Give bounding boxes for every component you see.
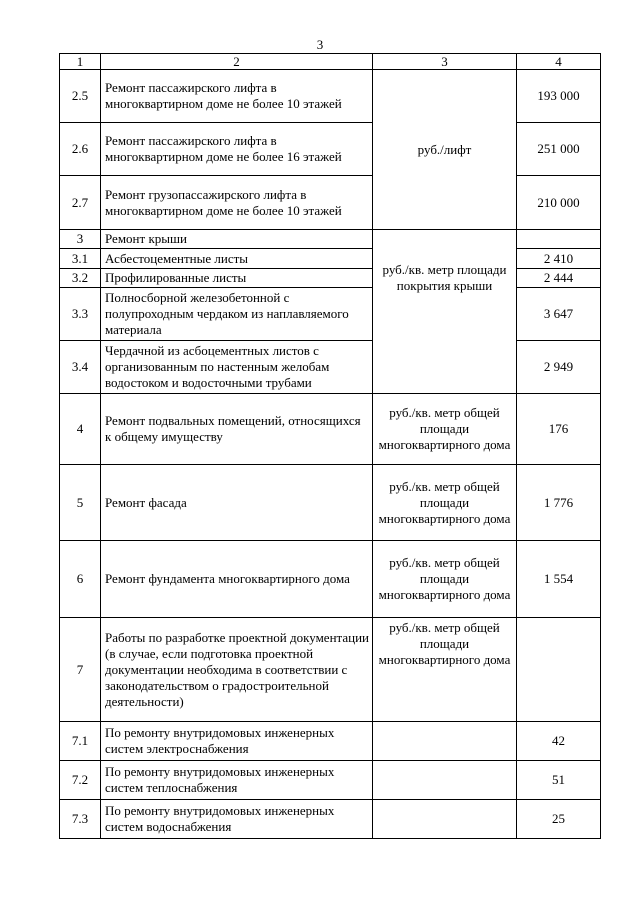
table-row (60, 541, 601, 618)
unit-lift: руб./лифт (373, 70, 517, 230)
row-number: 2.6 (60, 123, 101, 176)
row-number: 2.5 (60, 70, 101, 123)
work-name: Ремонт фасада (101, 465, 373, 541)
work-name: Ремонт пассажирского лифта в многоквартирном доме не более 16 этажей (101, 123, 373, 176)
row-number: 2.7 (60, 176, 101, 230)
work-name: Чердачной из асбоцементных листов с организованным по настенным желобам водостоком и водосточными трубами (101, 341, 373, 394)
row-number: 5 (60, 465, 101, 541)
tariff-table (59, 53, 601, 839)
page-number: 3 (316, 37, 324, 52)
unit-house-area: руб./кв. метр общей площади многоквартирного дома (373, 394, 517, 465)
unit-house-area: руб./кв. метр общей площади многоквартирного дома (373, 618, 517, 722)
unit-house-area: руб./кв. метр общей площади многоквартирного дома (373, 465, 517, 541)
cost-value (517, 230, 601, 249)
row-number: 6 (60, 541, 101, 618)
cost-value: 1 776 (517, 465, 601, 541)
column-number: 1 (60, 54, 101, 70)
cost-value: 210 000 (517, 176, 601, 230)
column-number: 2 (101, 54, 373, 70)
table-row (60, 70, 601, 123)
work-name: По ремонту внутридомовых инженерных систем водоснабжения (101, 800, 373, 839)
table-row (60, 761, 601, 800)
row-number: 7.3 (60, 800, 101, 839)
row-number: 7 (60, 618, 101, 722)
work-name: Ремонт фундамента многоквартирного дома (101, 541, 373, 618)
row-number: 3.1 (60, 249, 101, 269)
table-row (60, 394, 601, 465)
table-row (60, 800, 601, 839)
row-number: 3.4 (60, 341, 101, 394)
cost-value: 2 444 (517, 269, 601, 288)
work-name: По ремонту внутридомовых инженерных систем электроснабжения (101, 722, 373, 761)
cost-value: 2 949 (517, 341, 601, 394)
work-name: Полносборной железобетонной с полупроходным чердаком из наплавляемого материала (101, 288, 373, 341)
cost-value (517, 618, 601, 722)
cost-value: 251 000 (517, 123, 601, 176)
cost-value: 176 (517, 394, 601, 465)
work-name: Ремонт грузопассажирского лифта в многоквартирном доме не более 10 этажей (101, 176, 373, 230)
work-name: Ремонт подвальных помещений, относящихся к общему имуществу (101, 394, 373, 465)
table-row (60, 722, 601, 761)
cost-value: 3 647 (517, 288, 601, 341)
work-name: Профилированные листы (101, 269, 373, 288)
cost-value: 42 (517, 722, 601, 761)
row-number: 3.2 (60, 269, 101, 288)
table-row (60, 230, 601, 249)
row-number: 3.3 (60, 288, 101, 341)
work-name: Работы по разработке проектной документации (в случае, если подготовка проектной документации необходима в соответствии с законодательством о градостроительной деятельности) (101, 618, 373, 722)
cost-value: 2 410 (517, 249, 601, 269)
column-number-row (60, 54, 601, 70)
table-row (60, 123, 601, 176)
table-row (60, 465, 601, 541)
table-row (60, 176, 601, 230)
cost-value: 25 (517, 800, 601, 839)
table-row (60, 249, 601, 269)
column-number: 4 (517, 54, 601, 70)
column-number: 3 (373, 54, 517, 70)
unit-house-area: руб./кв. метр общей площади многоквартирного дома (373, 541, 517, 618)
row-number: 4 (60, 394, 101, 465)
work-name: По ремонту внутридомовых инженерных систем теплоснабжения (101, 761, 373, 800)
unit-empty (373, 761, 517, 800)
work-name: Ремонт пассажирского лифта в многоквартирном доме не более 10 этажей (101, 70, 373, 123)
cost-value: 193 000 (517, 70, 601, 123)
work-name: Ремонт крыши (101, 230, 373, 249)
row-number: 7.1 (60, 722, 101, 761)
unit-roof: руб./кв. метр площади покрытия крыши (373, 230, 517, 394)
table-row (60, 269, 601, 288)
table-row (60, 341, 601, 394)
table-row (60, 288, 601, 341)
work-name: Асбестоцементные листы (101, 249, 373, 269)
unit-empty (373, 800, 517, 839)
cost-value: 1 554 (517, 541, 601, 618)
table-row (60, 618, 601, 722)
unit-empty (373, 722, 517, 761)
cost-value: 51 (517, 761, 601, 800)
row-number: 7.2 (60, 761, 101, 800)
row-number: 3 (60, 230, 101, 249)
